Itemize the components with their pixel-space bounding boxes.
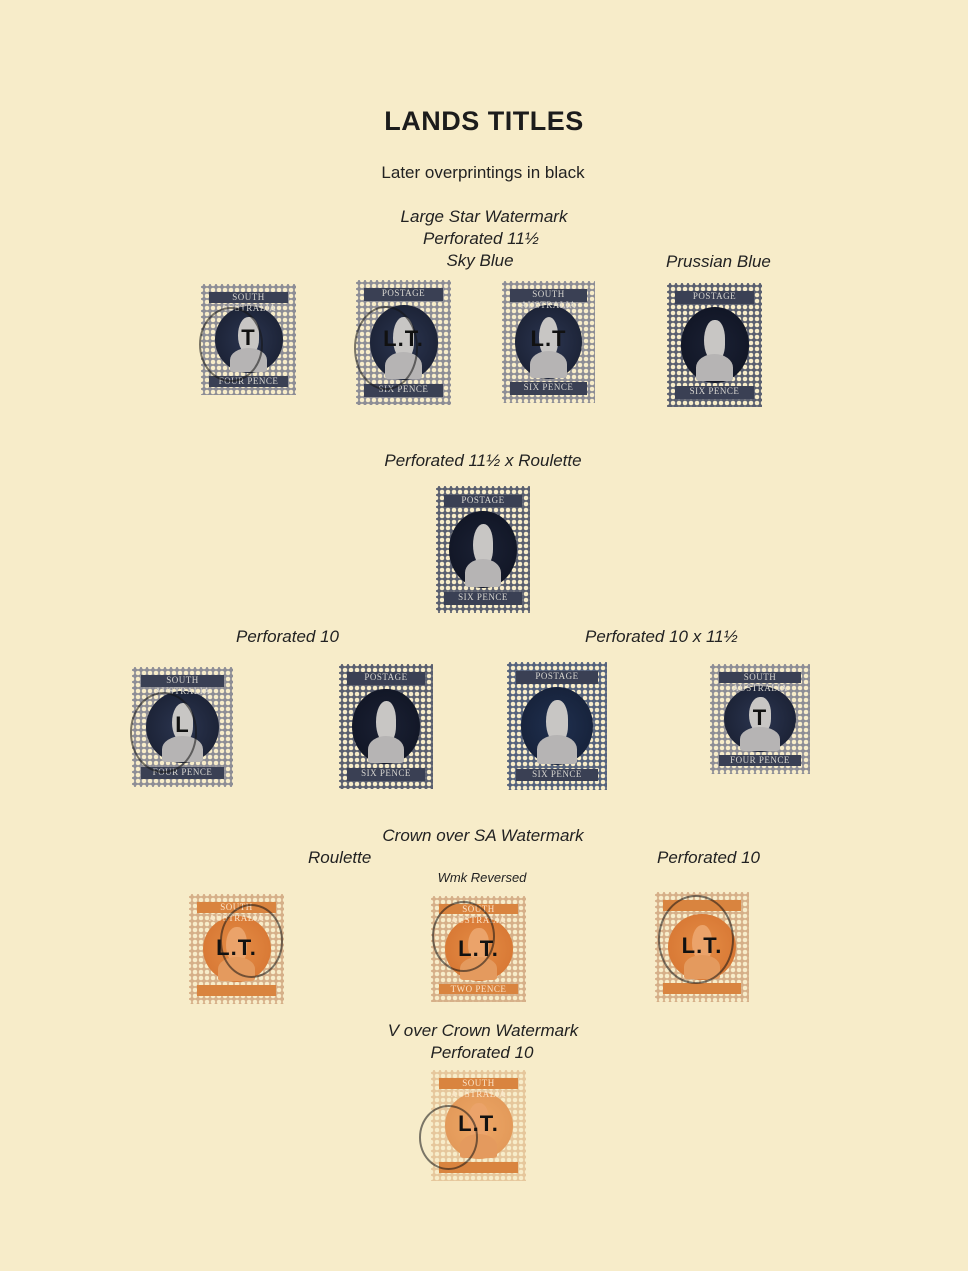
- stamp-top-legend: POSTAGE: [347, 672, 424, 685]
- stamp-overprint: L.T.: [681, 933, 723, 958]
- postmark-icon: [419, 1105, 478, 1170]
- stamp-2d-perf-10: [655, 892, 749, 1002]
- stamp-bottom-legend: SIX PENCE: [347, 768, 424, 781]
- stamp-6d-sky-blue-b: [502, 281, 595, 403]
- page-subtitle: Later overprintings in black: [381, 163, 585, 182]
- postmark-icon: [658, 895, 733, 984]
- stamp-bottom-legend: SIX PENCE: [444, 592, 521, 605]
- stamp-top-legend: SOUTH AUSTRALIA: [141, 675, 225, 687]
- stamp-2d-wmk-reversed: [431, 896, 526, 1002]
- crown-sa-heading: Crown over SA Watermark: [382, 826, 584, 845]
- stamp-overprint: L.T: [530, 326, 567, 352]
- v-crown-perf: Perforated 10: [430, 1043, 534, 1062]
- stamp-top-legend: POSTAGE: [364, 288, 442, 301]
- stamp-bottom-legend: SIX PENCE: [675, 386, 753, 399]
- stamp-6d-roulette: [436, 486, 530, 613]
- postmark-icon: [130, 692, 198, 773]
- stamp-top-legend: SOUTH AUSTRALIA: [439, 904, 517, 915]
- roulette-combo-heading: Perforated 11½ x Roulette: [384, 451, 582, 470]
- v-crown-heading: V over Crown Watermark: [387, 1021, 579, 1040]
- stamp-bottom-legend: [197, 985, 275, 996]
- stamp-overprint: T: [241, 325, 256, 351]
- stamp-4d-perf-10x11: [710, 664, 810, 774]
- stamp-bottom-legend: SIX PENCE: [510, 382, 586, 394]
- stamp-overprint: L: [175, 711, 190, 737]
- stamp-6d-perf-10: [339, 664, 433, 789]
- stamp-4d-sky-blue: [201, 284, 296, 395]
- large-star-heading: Large Star Watermark: [400, 207, 568, 226]
- postmark-icon: [220, 904, 284, 978]
- stamp-top-legend: POSTAGE: [516, 671, 599, 684]
- stamp-bottom-legend: TWO PENCE: [439, 984, 517, 995]
- stamp-6d-prussian-blue: [667, 283, 762, 407]
- postmark-icon: [199, 307, 263, 382]
- perf-10x11-label: Perforated 10 x 11½: [585, 627, 738, 646]
- stamp-overprint: L.T.: [216, 935, 257, 960]
- roulette-label: Roulette: [308, 848, 372, 867]
- stamp-top-legend: SOUTH AUSTRALIA: [719, 672, 802, 683]
- stamp-top-legend: SOUTH AUSTRALIA: [209, 292, 287, 303]
- stamp-overprint: L.T.: [458, 935, 499, 961]
- shade-sky-blue: Sky Blue: [446, 251, 514, 270]
- stamp-overprint: L.T.: [458, 1111, 499, 1137]
- stamp-overprint: T: [752, 705, 768, 730]
- stamp-top-legend: POSTAGE: [444, 495, 521, 508]
- large-star-perf: Perforated 11½: [423, 229, 539, 248]
- postmark-icon: [432, 901, 496, 972]
- stamp-top-legend: SOUTH AUSTRALIA: [197, 902, 275, 913]
- perf-10-crown-label: Perforated 10: [657, 848, 761, 867]
- stamp-bottom-legend: FOUR PENCE: [719, 755, 802, 766]
- stamp-bottom-legend: SIX PENCE: [516, 769, 599, 782]
- stamp-2d-v-crown: [431, 1070, 526, 1181]
- stamp-top-legend: SOUTH AUSTRALIA: [439, 1078, 517, 1089]
- stamp-4d-perf-10: [132, 667, 233, 787]
- stamp-bottom-legend: FOUR PENCE: [141, 767, 225, 779]
- page-title: LANDS TITLES: [384, 106, 584, 136]
- stamp-2d-roulette: [189, 894, 284, 1004]
- stamp-bottom-legend: FOUR PENCE: [209, 376, 287, 387]
- stamp-bottom-legend: [663, 983, 740, 994]
- stamp-bottom-legend: SIX PENCE: [364, 384, 442, 397]
- wmk-reversed-label: Wmk Reversed: [437, 870, 527, 885]
- stamp-6d-sky-blue-a: [356, 280, 451, 405]
- stamp-top-legend: SOUTH AUSTRALIA: [510, 289, 586, 301]
- stamp-overprint: L.T.: [383, 326, 424, 352]
- stamp-top-legend: POSTAGE: [675, 291, 753, 304]
- stamp-6d-perf-10x11: [507, 662, 607, 790]
- shade-prussian-blue: Prussian Blue: [666, 252, 771, 271]
- perf-10-label: Perforated 10: [236, 627, 340, 646]
- postmark-icon: [354, 306, 418, 391]
